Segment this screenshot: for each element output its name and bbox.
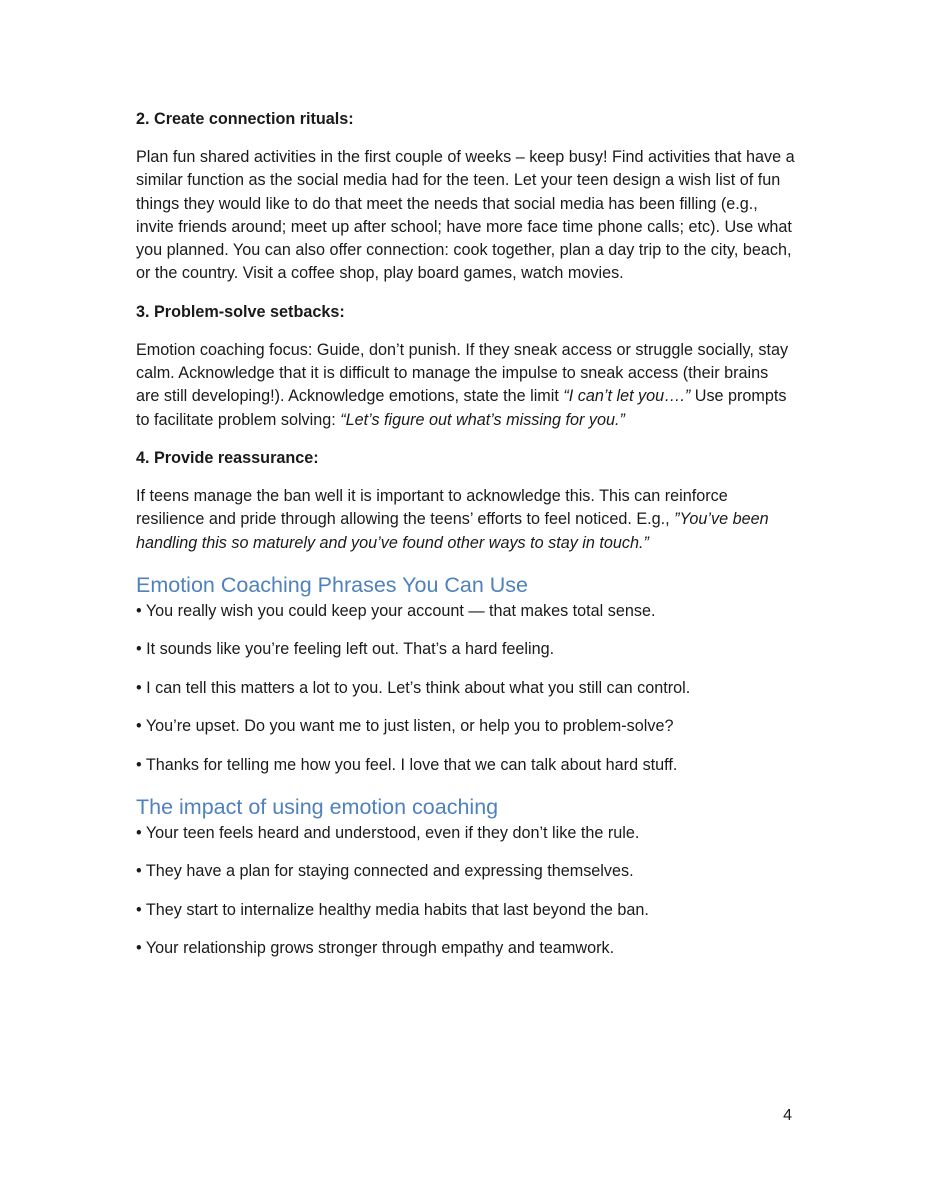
phrase-item: • Thanks for telling me how you feel. I love that we can talk about hard stuff. bbox=[136, 755, 678, 774]
document-page bbox=[136, 108, 796, 976]
step-4-paragraph bbox=[136, 485, 796, 555]
phrase-item: • I can tell this matters a lot to you. Let’s think about what you still can control. bbox=[136, 678, 691, 697]
phrases-list bbox=[136, 600, 796, 777]
step-2-heading: 2. Create connection rituals: bbox=[136, 110, 354, 128]
step-3-heading: 3. Problem-solve setbacks: bbox=[136, 302, 345, 321]
page-number: 4 bbox=[783, 1107, 792, 1124]
phrases-section-heading: Emotion Coaching Phrases You Can Use bbox=[136, 572, 529, 597]
step-4-quote: ”You’ve been handling this so maturely and you’ve found other ways to stay in touch.” bbox=[136, 510, 769, 552]
step-3-paragraph bbox=[136, 339, 796, 432]
step-3-text-start: Emotion coaching focus: Guide, don’t punish. If they sneak access or struggle socially, stay calm. Acknowledge that it is difficult to manage the impulse to sneak access (their brains are still developing!). Acknowledge emotions, state the limit bbox=[136, 340, 789, 406]
step-2-paragraph: Plan fun shared activities in the first couple of weeks – keep busy! Find activities that have a similar function as the social media had for the teen. Let your teen design a wish list of fun things they would like to do that meet the needs that social media has been filling (e.g., invite friends around; meet up after school; have more face time phone calls; etc). Use what you planned. You can also offer connection: cook together, plan a day trip to the city, beach, or the country. Visit a coffee shop, play board games, watch movies. bbox=[136, 148, 795, 283]
step-3-quote-prompt: “Let’s figure out what’s missing for you.” bbox=[340, 410, 625, 429]
impact-item: • They have a plan for staying connected and expressing themselves. bbox=[136, 862, 634, 881]
impact-item: • Your relationship grows stronger through empathy and teamwork. bbox=[136, 939, 615, 958]
impact-section-heading: The impact of using emotion coaching bbox=[136, 794, 499, 819]
phrase-item: • You’re upset. Do you want me to just listen, or help you to problem-solve? bbox=[136, 717, 674, 736]
step-4-text-start: If teens manage the ban well it is important to acknowledge this. This can reinforce resilience and pride through allowing the teens’ efforts to feel noticed. E.g., bbox=[136, 486, 728, 529]
step-3-quote-limit: “I can’t let you….” bbox=[563, 387, 691, 406]
step-4-heading: 4. Provide reassurance: bbox=[136, 448, 319, 467]
phrase-item: • It sounds like you’re feeling left out. That’s a hard feeling. bbox=[136, 640, 555, 659]
impact-item: • They start to internalize healthy media habits that last beyond the ban. bbox=[136, 900, 649, 919]
step-3-text-mid: Use prompts to facilitate problem solving: bbox=[136, 387, 787, 429]
phrase-item: • You really wish you could keep your account — that makes total sense. bbox=[136, 601, 656, 620]
impact-list bbox=[136, 822, 796, 961]
impact-item: • Your teen feels heard and understood, even if they don’t like the rule. bbox=[136, 823, 640, 842]
